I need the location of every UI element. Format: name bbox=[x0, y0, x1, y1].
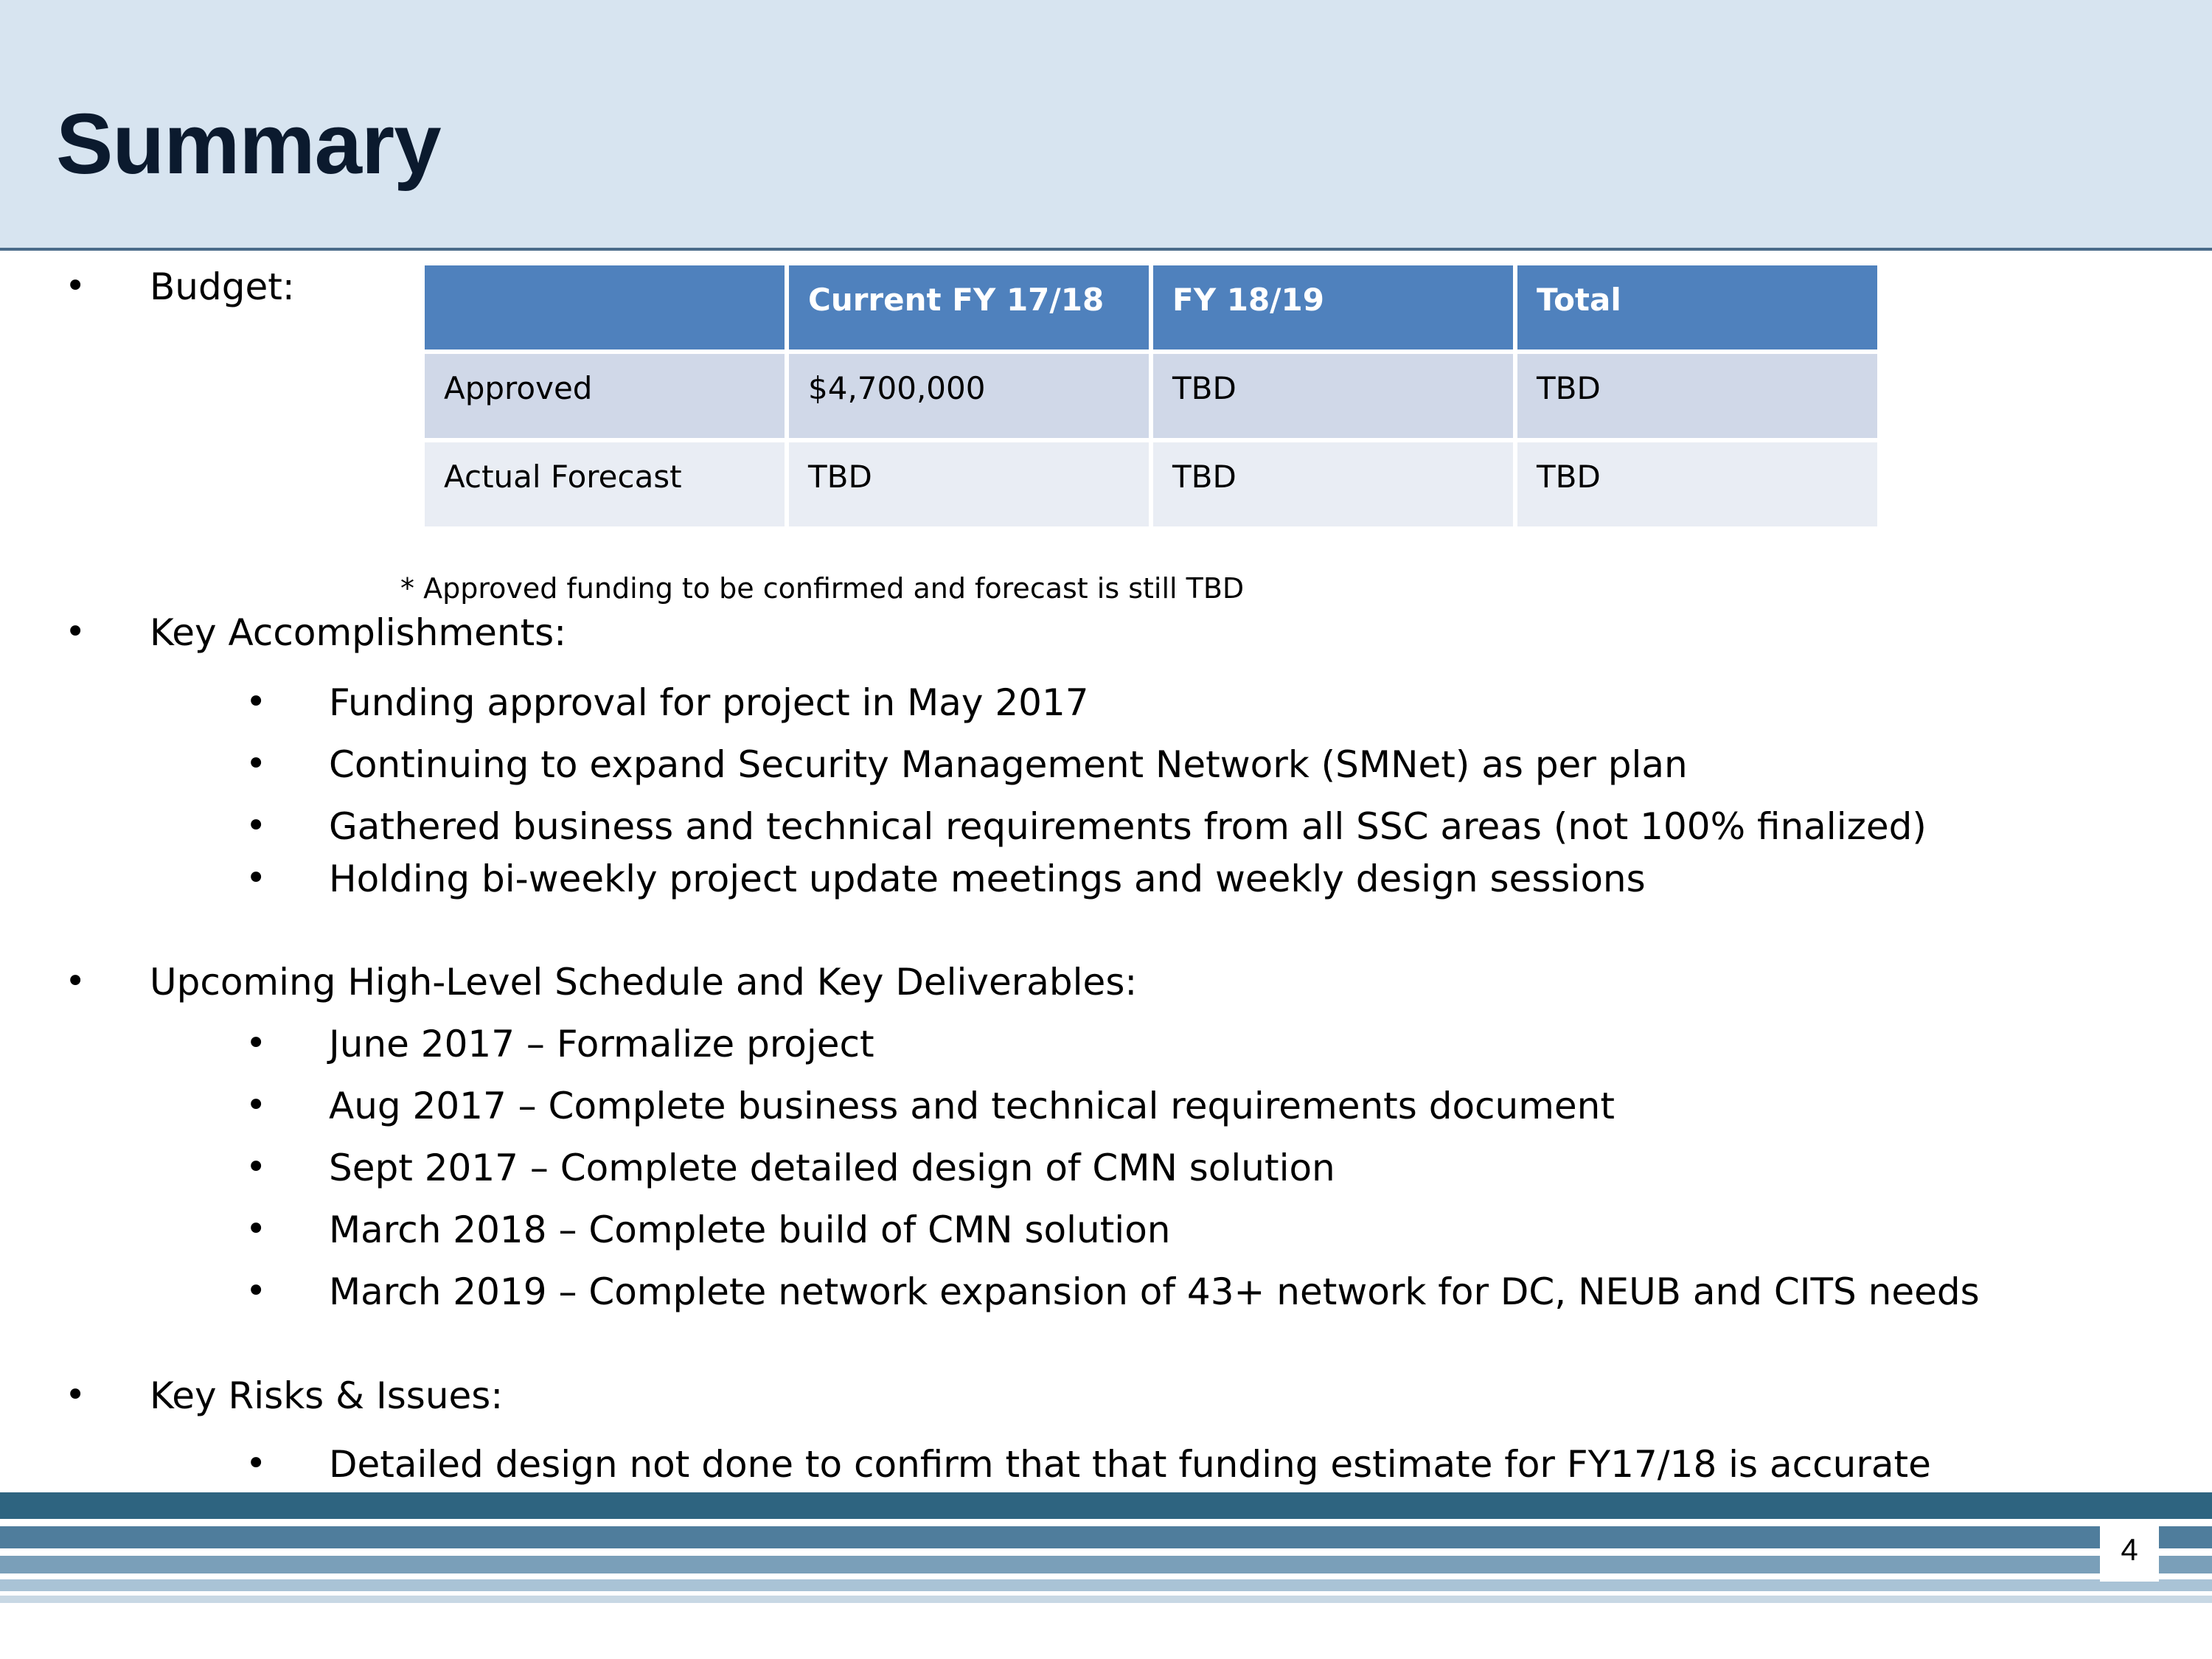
table-cell: TBD bbox=[1153, 442, 1513, 526]
budget-footnote: * Approved funding to be confirmed and forecast is still TBD bbox=[400, 572, 1245, 605]
table-header-cell bbox=[425, 265, 785, 349]
bullet: • bbox=[65, 611, 86, 653]
accomplishment-item: Funding approval for project in May 2017 bbox=[329, 681, 1089, 724]
bullet: • bbox=[246, 1147, 267, 1188]
schedule-label: Upcoming High-Level Schedule and Key Deliverables: bbox=[150, 961, 1138, 1004]
schedule-item: Aug 2017 – Complete business and technical requirements document bbox=[329, 1085, 1615, 1127]
table-cell: TBD bbox=[1153, 354, 1513, 438]
table-cell: TBD bbox=[1517, 354, 1877, 438]
bullet: • bbox=[65, 1374, 86, 1416]
budget-label: Budget: bbox=[150, 265, 295, 308]
table-header-cell: FY 18/19 bbox=[1153, 265, 1513, 349]
table-cell: $4,700,000 bbox=[789, 354, 1149, 438]
bullet: • bbox=[246, 681, 267, 723]
footer-stripe bbox=[0, 1556, 2212, 1573]
table-header-cell: Total bbox=[1517, 265, 1877, 349]
schedule-item: Sept 2017 – Complete detailed design of CMN solution bbox=[329, 1147, 1335, 1189]
bullet: • bbox=[246, 1208, 267, 1250]
table-row bbox=[425, 354, 1877, 438]
table-cell: TBD bbox=[1517, 442, 1877, 526]
footer-stripe bbox=[0, 1492, 2212, 1519]
table-cell: Approved bbox=[425, 354, 785, 438]
bullet: • bbox=[246, 1085, 267, 1126]
bullet: • bbox=[246, 805, 267, 846]
table-cell: Actual Forecast bbox=[425, 442, 785, 526]
accomplishment-item: Holding bi-weekly project update meetings and weekly design sessions bbox=[329, 858, 1646, 900]
risks-label: Key Risks & Issues: bbox=[150, 1374, 504, 1417]
bullet: • bbox=[246, 1270, 267, 1312]
table-row bbox=[425, 442, 1877, 526]
schedule-item: March 2019 – Complete network expansion of 43+ network for DC, NEUB and CITS needs bbox=[329, 1270, 1980, 1313]
bullet: • bbox=[246, 1443, 267, 1484]
bullet: • bbox=[246, 858, 267, 899]
bullet: • bbox=[65, 265, 86, 307]
table-header-cell: Current FY 17/18 bbox=[789, 265, 1149, 349]
accomplishment-item: Gathered business and technical requirements from all SSC areas (not 100% finalized) bbox=[329, 805, 1927, 848]
page-number: 4 bbox=[2121, 1532, 2138, 1567]
bullet: • bbox=[246, 1023, 267, 1064]
slide-title: Summary bbox=[56, 96, 441, 192]
table-cell: TBD bbox=[789, 442, 1149, 526]
accomplishment-item: Continuing to expand Security Management Network (SMNet) as per plan bbox=[329, 743, 1688, 786]
budget-table bbox=[420, 261, 1882, 531]
bullet: • bbox=[246, 743, 267, 785]
bullet: • bbox=[65, 961, 86, 1002]
schedule-item: June 2017 – Formalize project bbox=[329, 1023, 874, 1065]
schedule-item: March 2018 – Complete build of CMN solution bbox=[329, 1208, 1171, 1251]
accomplishments-label: Key Accomplishments: bbox=[150, 611, 567, 654]
footer-stripe bbox=[0, 1579, 2212, 1591]
footer-stripe bbox=[0, 1526, 2212, 1548]
footer-stripe bbox=[0, 1596, 2212, 1603]
risk-item: Detailed design not done to confirm that that funding estimate for FY17/18 is accurate bbox=[329, 1443, 1931, 1486]
table-header-row bbox=[425, 265, 1877, 349]
